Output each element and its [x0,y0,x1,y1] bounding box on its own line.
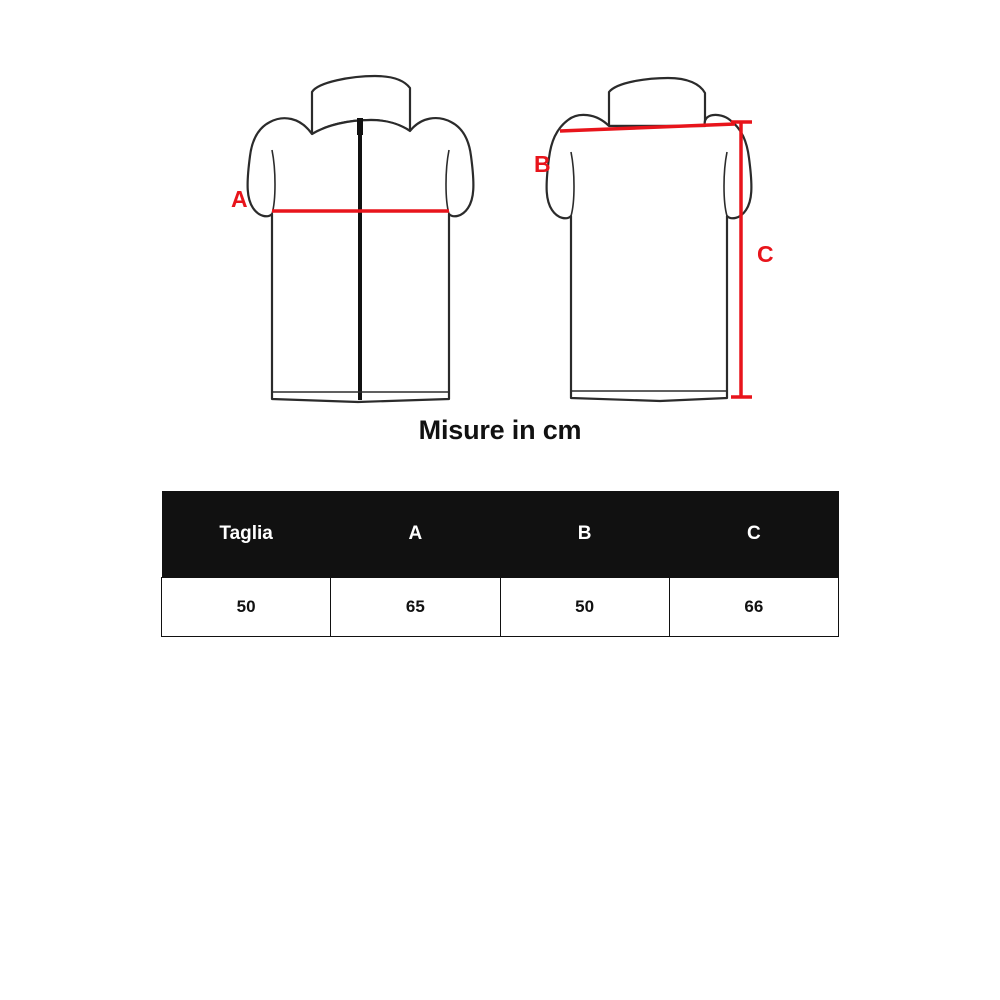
vest-illustrations [0,0,1000,470]
size-table-container [161,491,839,637]
cell-size: 50 [162,578,331,637]
measure-label-c: C [757,241,774,267]
measure-label-b: B [534,151,551,177]
column-header-a: A [331,491,500,578]
column-header-c: C [669,491,838,578]
size-table-body [162,578,839,637]
measure-label-a: A [231,186,248,212]
garment-diagram [0,0,1000,470]
vest-back-view [534,78,774,401]
table-row [162,578,839,637]
column-header-size: Taglia [162,491,331,578]
column-header-b: B [500,491,669,578]
cell-c: 66 [669,578,838,637]
size-table-header [162,491,839,578]
vest-front-view [231,76,473,402]
size-table [161,491,839,637]
cell-a: 65 [331,578,500,637]
table-header-row [162,491,839,578]
measurement-unit-caption: Misure in cm [418,415,582,445]
cell-b: 50 [500,578,669,637]
